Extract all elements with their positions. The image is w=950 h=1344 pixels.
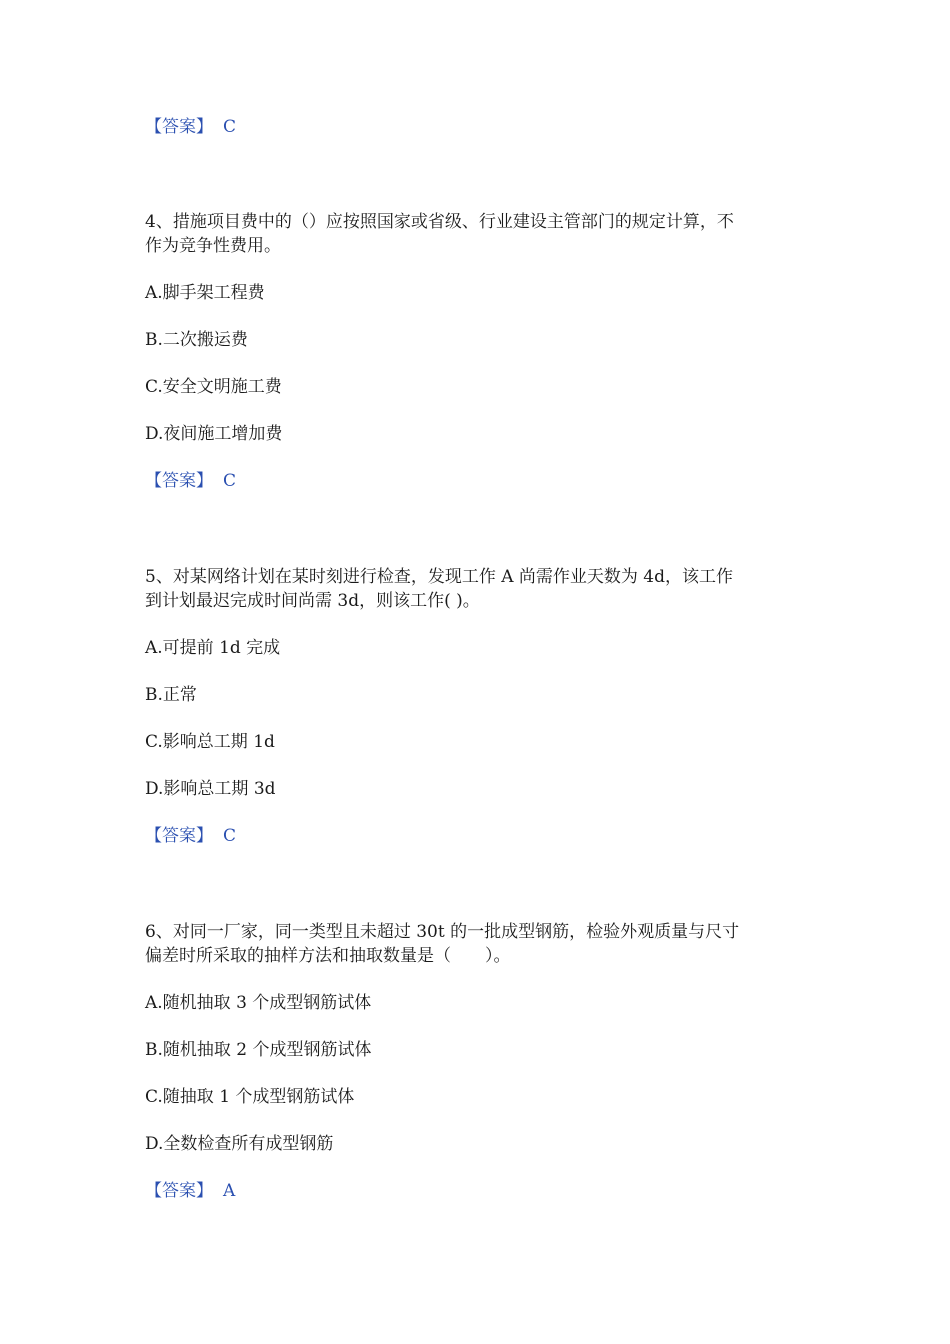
answer-value: C (223, 117, 237, 137)
question-4-option-d: D.夜间施工增加费 (145, 424, 283, 444)
question-6-option-d: D.全数检查所有成型钢筋 (145, 1134, 334, 1154)
question-6-option-c: C.随抽取 1 个成型钢筋试体 (145, 1087, 355, 1107)
question-4-option-a: A.脚手架工程费 (145, 283, 265, 303)
question-4-stem-line-1: 4、措施项目费中的（）应按照国家或省级、行业建设主管部门的规定计算，不 (145, 212, 734, 232)
answer-label: 【答案】 (145, 471, 213, 491)
answer-line-q3 (145, 116, 236, 138)
question-5-stem-line-2: 到计划最迟完成时间尚需 3d，则该工作( )。 (145, 591, 480, 611)
question-5-option-b: B.正常 (145, 685, 197, 705)
question-6-option-b: B.随机抽取 2 个成型钢筋试体 (145, 1040, 372, 1060)
question-6-option-a: A.随机抽取 3 个成型钢筋试体 (145, 993, 372, 1013)
answer-line-q4 (145, 470, 236, 492)
answer-line-q6 (145, 1180, 235, 1202)
answer-value: A (223, 1181, 236, 1201)
question-4-stem-line-2: 作为竞争性费用。 (145, 236, 281, 256)
question-5-option-d: D.影响总工期 3d (145, 779, 276, 799)
answer-line-q5 (145, 825, 236, 847)
question-4-option-c: C.安全文明施工费 (145, 377, 282, 397)
answer-label: 【答案】 (145, 1181, 213, 1201)
question-6-stem-line-1: 6、对同一厂家，同一类型且未超过 30t 的一批成型钢筋，检验外观质量与尺寸 (145, 922, 740, 942)
question-5-option-c: C.影响总工期 1d (145, 732, 275, 752)
question-5-option-a: A.可提前 1d 完成 (145, 638, 281, 658)
question-5-stem-line-1: 5、对某网络计划在某时刻进行检查，发现工作 A 尚需作业天数为 4d，该工作 (145, 567, 734, 587)
question-4-option-b: B.二次搬运费 (145, 330, 248, 350)
answer-value: C (223, 826, 237, 846)
answer-label: 【答案】 (145, 826, 213, 846)
question-6-stem-line-2: 偏差时所采取的抽样方法和抽取数量是（ ）。 (145, 946, 511, 966)
answer-value: C (223, 471, 237, 491)
answer-label: 【答案】 (145, 117, 213, 137)
